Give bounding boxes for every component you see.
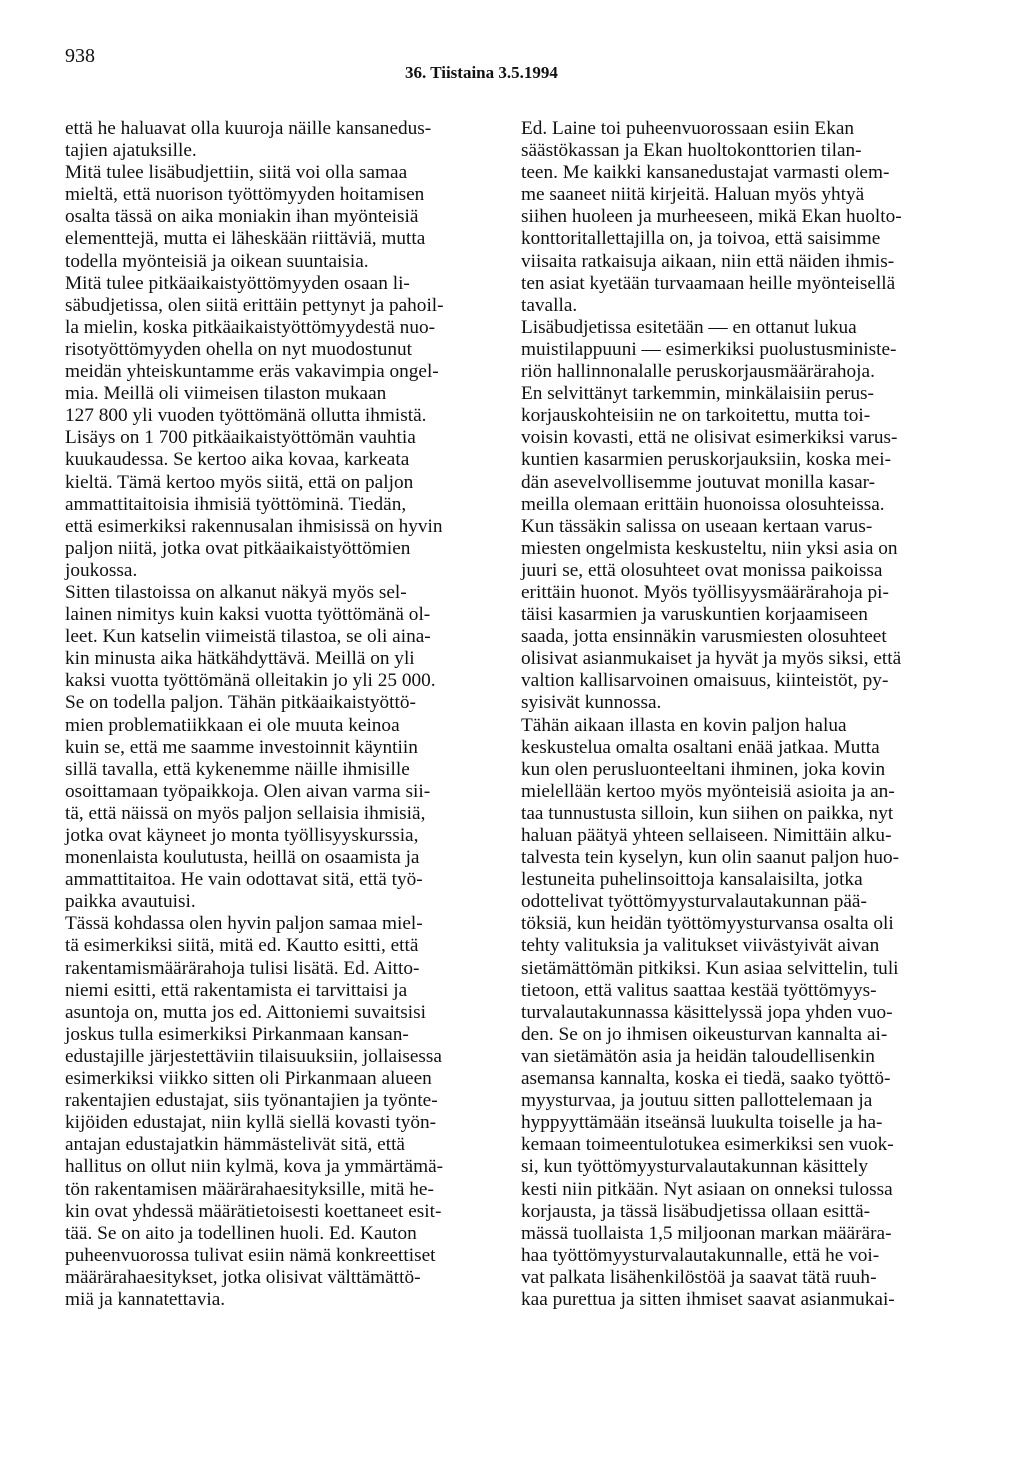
text-line: En selvittänyt tarkemmin, minkälaisiin perus- [521, 383, 874, 405]
text-line: osalta tässä on aika moniakin ihan myönteisiä [65, 206, 419, 228]
text-line: kijöiden edustajat, niin kyllä siellä kovasti työn- [65, 1112, 437, 1134]
text-line: mielellään kertoo myös myönteisiä asioita ja an- [521, 780, 895, 802]
text-line: että he haluavat olla kuuroja näille kansanedus- [65, 118, 432, 139]
text-line: kaksi vuotta työttömänä olleitakin jo yli 25 000. [65, 670, 436, 692]
text-line: keskustelua omalta osaltani enää jatkaa. Mutta [521, 736, 880, 758]
text-line: haa työttömyysturvalautakunnalle, että he voi- [521, 1244, 880, 1266]
text-line: talvesta tein kyselyn, kun olin saanut paljon huo- [521, 847, 900, 869]
text-line: lestuneita puhelinsoittoja kansalaisilta, jotka [521, 869, 863, 891]
text-line: teen. Me kaikki kansanedustajat varmasti olem- [521, 162, 890, 184]
text-line: myysturvaa, ja joutuu sitten pallottelemaan ja [521, 1090, 873, 1112]
text-line: haluan päätyä yhteen sellaiseen. Nimittäin alku- [521, 825, 892, 846]
text-line: paikka avautuisi. [65, 891, 196, 913]
text-line: mien problematiikkaan ei ole muuta keinoa [65, 714, 400, 736]
text-line: osoittamaan työpaikkoja. Olen aivan varma sii- [65, 780, 431, 802]
text-line: Sitten tilastoissa on alkanut näkyä myös sel- [65, 581, 407, 603]
text-line: voisin kovasti, että ne olisivat esimerkiksi varus- [521, 427, 898, 449]
text-line: olisivat asianmukaiset ja hyvät ja myös siksi, että [521, 648, 902, 670]
text-line: kun olen perusluonteeltani ihminen, joka kovin [521, 758, 886, 780]
text-line: tavalla. [521, 294, 578, 316]
text-line: meilla olemaan erittäin huonoissa olosuhteissa. [521, 493, 885, 515]
text-line: mieltä, että nuorison työttömyyden hoitamisen [65, 184, 425, 206]
text-line: hallitus on ollut niin kylmä, kova ja ymmärtämä- [65, 1156, 444, 1178]
text-line: monenlaista koulutusta, heillä on osaamista ja [65, 847, 420, 869]
text-line: töksiä, kun heidän työttömyysturvansa osalta oli [521, 913, 894, 935]
text-line: antajan edustajatkin hämmästelivät sitä, että [65, 1134, 405, 1156]
text-line: kin minusta aika hätkähdyttävä. Meillä on yli [65, 648, 415, 670]
text-line: tä, että näissä on myös paljon sellaisia ihmisiä, [65, 802, 426, 824]
text-line: rakentajien edustajat, siis työnantajien ja työnte- [65, 1090, 438, 1112]
text-line: lainen nimitys kuin kaksi vuotta työttömänä ol- [65, 604, 431, 626]
text-line: kuin se, että me saamme investoinnit käyntiin [65, 736, 418, 758]
text-line: Lisäys on 1 700 pitkäaikaistyöttömän vauhtia [65, 427, 416, 449]
text-line: että esimerkiksi rakennusalan ihmisissä on hyvin [65, 515, 443, 537]
text-line: Mitä tulee lisäbudjettiin, siitä voi olla samaa [65, 162, 408, 184]
text-line: esimerkiksi viikko sitten oli Pirkanmaan alueen [65, 1068, 432, 1090]
text-line: saada, jotta ensinnäkin varusmiesten olosuhteet [521, 626, 887, 648]
text-line: puheenvuorossa tulivat esiin nämä konkreettiset [65, 1244, 436, 1266]
text-line: van sietämätön asia ja heidän taloudellisenkin [521, 1045, 875, 1067]
text-line: elementtejä, mutta ei läheskään riittäviä, mutta [65, 228, 426, 250]
text-line: konttoritallettajilla on, ja toivoa, että saisimme [521, 228, 881, 250]
text-line: den. Se on jo ihmisen oikeusturvan kannalta ai- [521, 1023, 888, 1045]
text-line: täisi kasarmien ja varuskuntien korjaamiseen [521, 604, 868, 626]
text-line: kaa purettua ja sitten ihmiset saavat asianmukai- [521, 1288, 895, 1310]
text-line: riön hallinnonalalle peruskorjausmäärärahoja. [521, 361, 875, 383]
text-line: ten asiat kyetään turvaamaan heille myönteisellä [521, 272, 896, 294]
text-line: kuntien kasarmien peruskorjauksiin, koska mei- [521, 449, 892, 471]
text-line: mia. Meillä oli viimeisen tilaston mukaan [65, 383, 387, 405]
text-line: miesten ongelmista keskusteltu, niin yksi asia on [521, 537, 898, 559]
text-line: niemi esitti, että rakentamista ei tarvittaisi ja [65, 979, 408, 1001]
text-line: valtion kallisarvoinen omaisuus, kiinteistöt, py- [521, 670, 889, 692]
text-line: Ed. Laine toi puheenvuorossaan esiin Ekan [521, 118, 855, 139]
text-line: ammattitaitoisia ihmisiä työttöminä. Tiedän, [65, 493, 407, 515]
text-line: Kun tässäkin salissa on useaan kertaan varus- [521, 515, 873, 537]
text-line: sietämättömän pitkiksi. Kun asiaa selvittelin, tuli [521, 957, 899, 979]
text-line: paljon niitä, jotka ovat pitkäaikaistyöttömien [65, 537, 411, 559]
text-line: la mielin, koska pitkäaikaistyöttömyydestä nuo- [65, 316, 436, 338]
text-line: joskus tulla esimerkiksi Pirkanmaan kansan- [65, 1023, 409, 1045]
text-line: Tähän aikaan illasta en kovin paljon halua [521, 714, 847, 736]
text-line: tehty valituksia ja valitukset viivästyivät aivan [521, 935, 880, 957]
text-line: miä ja kannatettavia. [65, 1288, 226, 1310]
text-line: korjausta, ja tässä lisäbudjetissa ollaan esittä- [521, 1200, 871, 1222]
text-line: kuukaudessa. Se kertoo aika kovaa, karkeata [65, 449, 410, 471]
text-line: 127 800 yli vuoden työttömänä ollutta ihmistä. [65, 405, 427, 427]
text-line: vat palkata lisähenkilöstöä ja saavat tätä ruuh- [521, 1266, 877, 1288]
session-date-header: 36. Tiistaina 3.5.1994 [405, 63, 558, 82]
page-number: 938 [65, 45, 95, 67]
text-line: taa tunnustusta silloin, kun siihen on paikka, nyt [521, 802, 894, 824]
text-line: me saaneet niitä kirjeitä. Haluan myös yhtyä [521, 184, 865, 206]
text-line: erittäin huonot. Myös työllisyysmäärärahoja pi- [521, 581, 889, 603]
text-line: tä esimerkiksi siitä, mitä ed. Kautto esitti, että [65, 935, 419, 957]
text-line: syisivät kunnossa. [521, 692, 662, 714]
text-line: juuri se, että olosuhteet ovat monissa paikoissa [521, 559, 883, 581]
text-line: säbudjetissa, olen siitä erittäin pettynyt ja pahoil- [65, 294, 444, 316]
text-line: ammattitaitoa. He vain odottavat sitä, että työ- [65, 869, 423, 891]
text-line: muistilappuuni — esimerkiksi puolustusministe- [521, 338, 897, 360]
text-line: rakentamismäärärahoja tulisi lisätä. Ed. Aitto- [65, 957, 420, 979]
text-line: edustajille järjestettäviin tilaisuuksiin, jollaisessa [65, 1045, 442, 1067]
text-line: joukossa. [65, 559, 138, 581]
text-line: korjauskohteisiin ne on tarkoitettu, mutta toi- [521, 405, 871, 427]
text-line: tietoon, että valitus saattaa kestää työttömyys- [521, 979, 877, 1001]
right-text-column [521, 118, 958, 1311]
text-line: määrärahaesitykset, jotka olisivat välttämättö- [65, 1266, 421, 1288]
text-line: jotka ovat käyneet jo monta työllisyyskurssia, [65, 825, 419, 846]
text-line: kemaan toimeentulotukea esimerkiksi sen vuok- [521, 1134, 894, 1156]
text-line: säästökassan ja Ekan huoltokonttorien tilan- [521, 140, 862, 162]
text-line: Se on todella paljon. Tähän pitkäaikaistyöttö- [65, 692, 416, 714]
text-line: kesti niin pitkään. Nyt asiaan on onneksi tulossa [521, 1178, 893, 1200]
text-line: tää. Se on aito ja todellinen huoli. Ed. Kauton [65, 1222, 417, 1244]
text-line: mässä tuollaista 1,5 miljoonan markan määrära- [521, 1222, 892, 1244]
text-line: dän asevelvollisemme joutuvat monilla kasar- [521, 471, 876, 493]
text-line: meidän yhteiskuntamme eräs vakavimpia ongel- [65, 361, 439, 383]
text-line: Mitä tulee pitkäaikaistyöttömyyden osaan li- [65, 272, 410, 294]
text-line: leet. Kun katselin viimeistä tilastoa, se oli aina- [65, 626, 431, 648]
left-text-column [65, 118, 502, 1311]
text-line: todella myönteisiä ja oikean suuntaisia. [65, 250, 369, 272]
text-line: asuntoja on, mutta jos ed. Aittoniemi suvaitsisi [65, 1001, 426, 1023]
text-line: kieltä. Tämä kertoo myös siitä, että on paljon [65, 471, 414, 493]
text-line: asemansa kannalta, koska ei tiedä, saako työttö- [521, 1068, 891, 1090]
text-line: tön rakentamisen määrärahaesityksille, mitä he- [65, 1178, 434, 1200]
text-line: odottelivat työttömyysturvalautakunnan pää- [521, 891, 867, 913]
text-line: tajien ajatuksille. [65, 140, 197, 162]
text-line: si, kun työttömyysturvalautakunnan käsittely [521, 1156, 869, 1178]
text-line: Tässä kohdassa olen hyvin paljon samaa miel- [65, 913, 423, 935]
text-line: siihen huoleen ja murheeseen, mikä Ekan huolto- [521, 206, 902, 228]
text-line: kin ovat yhdessä määrätietoisesti koettaneet esit- [65, 1200, 442, 1222]
text-line: turvalautakunnassa käsittelyssä jopa yhden vuo- [521, 1001, 893, 1023]
text-line: viisaita ratkaisuja aikaan, niin että näiden ihmis- [521, 250, 895, 272]
text-line: Lisäbudjetissa esitetään — en ottanut lukua [521, 316, 857, 338]
text-line: risotyöttömyyden ohella on nyt muodostunut [65, 338, 413, 360]
text-line: sillä tavalla, että kykenemme näille ihmisille [65, 758, 410, 780]
text-line: hyppyyttämään itseänsä luukulta toiselle ja ha- [521, 1112, 883, 1134]
